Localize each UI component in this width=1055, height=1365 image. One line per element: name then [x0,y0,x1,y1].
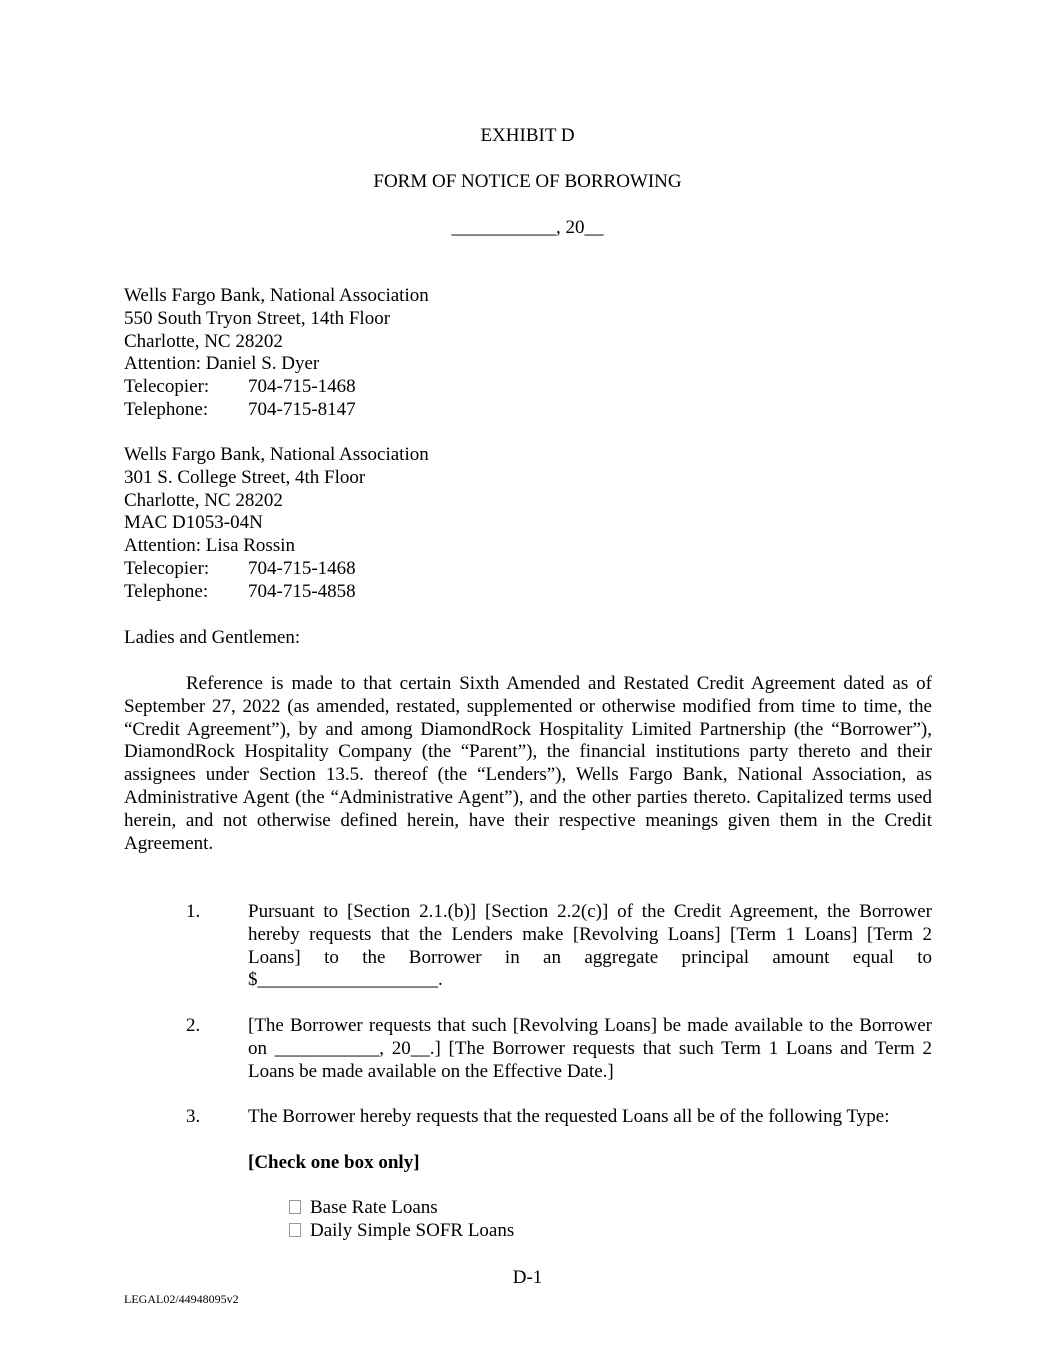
address-block-1 [124,285,932,422]
option-daily-simple-sofr-loans[interactable] [289,1220,514,1243]
address-1-telecopier-row [124,376,932,399]
document-id: LEGAL02/44948095v2 [124,1292,239,1306]
item-number: 2. [186,1015,201,1036]
telephone-number: 704-715-4858 [248,580,356,602]
address-block-2 [124,444,932,604]
checkbox-icon[interactable] [289,1223,301,1237]
telephone-label: Telephone: [124,580,209,602]
address-2-telecopier-row [124,558,932,581]
address-1-telephone-row [124,399,932,422]
address-1-street: 550 South Tryon Street, 14th Floor [124,307,391,329]
item-text: Pursuant to [Section 2.1.(b)] [Section 2.2(c)] of the Credit Agreement, the Borrower hereby requests that the Lenders make [Revolving Loans] [Term 1 Loans] [Term 2 Loans] to the Borrower in an aggregate principal amount equal to $___________________. [248,901,932,991]
item-number: 1. [186,901,201,922]
telecopier-number: 704-715-1468 [248,376,356,398]
option-label: Base Rate Loans [310,1197,438,1218]
form-title: FORM OF NOTICE OF BORROWING [373,171,682,192]
address-2-street: 301 S. College Street, 4th Floor [124,466,366,488]
address-2-mac: MAC D1053-04N [124,512,263,534]
address-2-attention: Attention: Lisa Rossin [124,535,295,557]
address-1-attention: Attention: Daniel S. Dyer [124,353,320,375]
item-text: [The Borrower requests that such [Revolving Loans] be made available to the Borrower on ___________, 20__.] [The Borrower requests that such Term 1 Loans and Term 2 Loans be made available on the Effective Date.] [248,1015,932,1082]
telecopier-number: 704-715-1468 [248,557,356,579]
exhibit-heading: EXHIBIT D [480,125,575,146]
page-number: D-1 [512,1267,543,1288]
item-text: The Borrower hereby requests that the requested Loans all be of the following Type: [248,1106,890,1127]
item-number: 3. [186,1106,201,1127]
intro-paragraph: Reference is made to that certain Sixth Amended and Restated Credit Agreement dated as of September 27, 2022 (as amended, restated, supplemented or otherwise modified from time to time, the “Credit Agreement”), by and among DiamondRock Hospitality Limited Partnership (the “Borrower”), DiamondRock Hospitality Company (the “Parent”), the financial institutions party thereto and their assignees under Section 13.5. thereof (the “Lenders”), Wells Fargo Bank, National Association, as Administrative Agent (the “Administrative Agent”), and the other parties thereto. Capitalized terms used herein, and not otherwise defined herein, have their respective meanings given them in the Credit Agreement. [124,673,932,854]
address-2-city: Charlotte, NC 28202 [124,489,283,511]
option-base-rate-loans[interactable] [289,1197,438,1220]
telecopier-label: Telecopier: [124,376,210,398]
date-line: ___________, 20__ [451,217,604,238]
check-instruction: [Check one box only] [248,1152,420,1173]
address-1-name: Wells Fargo Bank, National Association [124,285,429,306]
address-2-name: Wells Fargo Bank, National Association [124,444,429,465]
telephone-number: 704-715-8147 [248,398,356,420]
checkbox-icon[interactable] [289,1200,301,1214]
option-label: Daily Simple SOFR Loans [310,1220,515,1241]
address-2-telephone-row [124,581,932,604]
address-1-city: Charlotte, NC 28202 [124,330,283,352]
telecopier-label: Telecopier: [124,557,210,579]
salutation: Ladies and Gentlemen: [124,627,301,648]
telephone-label: Telephone: [124,398,209,420]
